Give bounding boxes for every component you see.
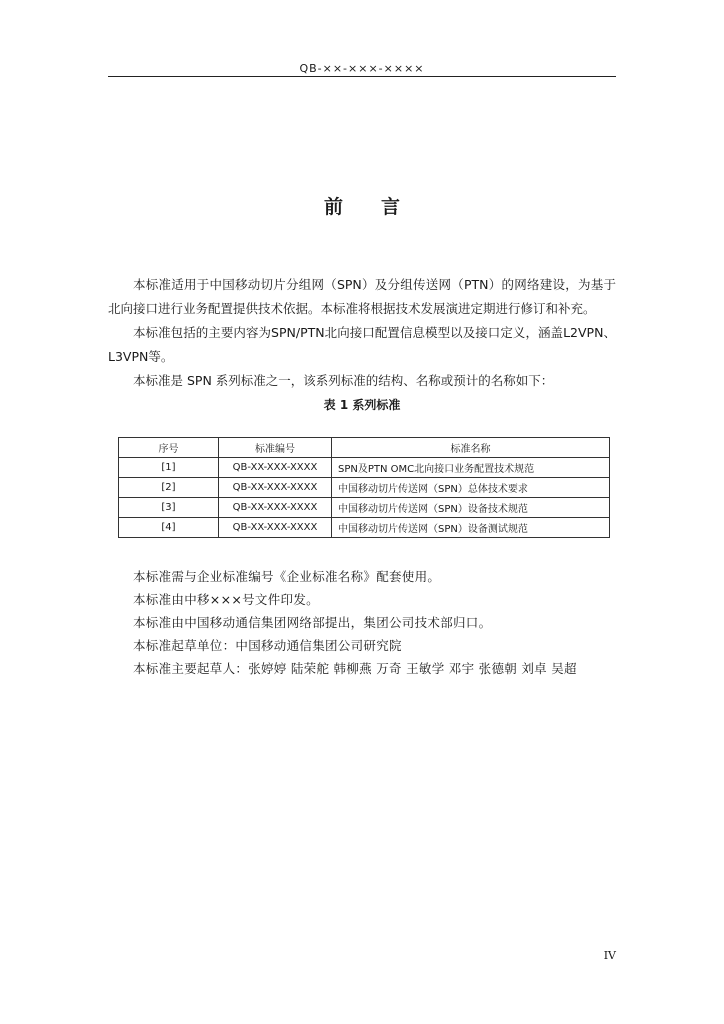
cell-code: QB-XX-XXX-XXXX <box>219 458 332 478</box>
cell-name: SPN及PTN OMC北向接口业务配置技术规范 <box>332 458 610 478</box>
table-row <box>119 458 610 478</box>
cell-index: [3] <box>119 498 219 518</box>
document-code-header: QB-××-×××-×××× <box>299 62 425 75</box>
cell-name: 中国移动切片传送网（SPN）设备测试规范 <box>332 518 610 538</box>
cell-index: [1] <box>119 458 219 478</box>
column-header-code: 标准编号 <box>219 438 332 458</box>
cell-index: [4] <box>119 518 219 538</box>
cell-code: QB-XX-XXX-XXXX <box>219 498 332 518</box>
page-title: 前言 <box>323 196 438 218</box>
intro-paragraph-3: 本标准是 SPN 系列标准之一，该系列标准的结构、名称或预计的名称如下： <box>133 373 554 388</box>
closing-paragraph-4: 本标准起草单位：中国移动通信集团公司研究院 <box>133 638 402 653</box>
table-caption: 表 1 系列标准 <box>323 398 401 412</box>
cell-index: [2] <box>119 478 219 498</box>
table-row <box>119 498 610 518</box>
table-row <box>119 478 610 498</box>
cell-name: 中国移动切片传送网（SPN）总体技术要求 <box>332 478 610 498</box>
closing-paragraph-1: 本标准需与企业标准编号《企业标准名称》配套使用。 <box>133 569 441 584</box>
column-header-index: 序号 <box>119 438 219 458</box>
intro-section <box>108 273 616 417</box>
series-standards-table <box>118 437 610 538</box>
closing-section <box>108 565 616 680</box>
cell-code: QB-XX-XXX-XXXX <box>219 478 332 498</box>
page-number: IV <box>603 949 616 962</box>
column-header-name: 标准名称 <box>332 438 610 458</box>
closing-paragraph-2: 本标准由中移×××号文件印发。 <box>133 592 319 607</box>
table-row <box>119 518 610 538</box>
closing-paragraph-3: 本标准由中国移动通信集团网络部提出，集团公司技术部归口。 <box>133 615 492 630</box>
intro-paragraph-2: 本标准包括的主要内容为SPN/PTN北向接口配置信息模型以及接口定义，涵盖L2VPN、L3VPN等。 <box>108 325 616 364</box>
drafters-paragraph: 本标准主要起草人：张婷婷 陆荣舵 韩柳燕 万奇 王敏学 邓宇 张德朝 刘卓 吴超 <box>133 661 577 676</box>
intro-paragraph-1: 本标准适用于中国移动切片分组网（SPN）及分组传送网（PTN）的网络建设，为基于北向接口进行业务配置提供技术依据。本标准将根据技术发展演进定期进行修订和补充。 <box>108 277 616 316</box>
header-divider <box>108 76 616 77</box>
table-header-row <box>119 438 610 458</box>
cell-code: QB-XX-XXX-XXXX <box>219 518 332 538</box>
cell-name: 中国移动切片传送网（SPN）设备技术规范 <box>332 498 610 518</box>
